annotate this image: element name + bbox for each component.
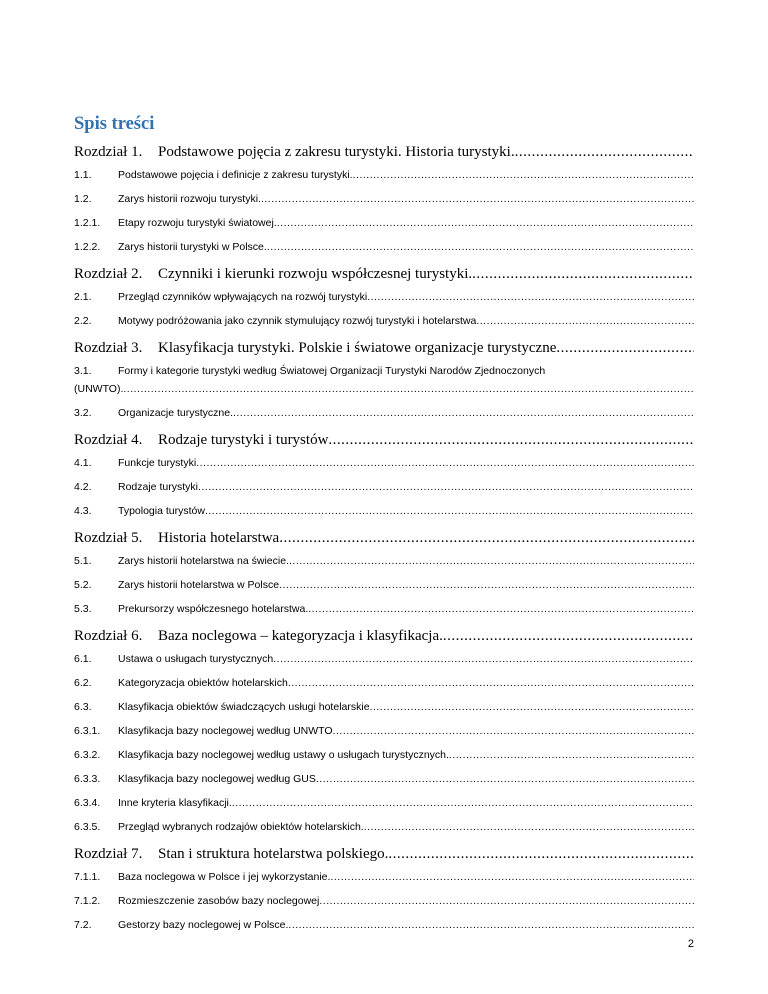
toc-section-entry[interactable] <box>74 820 694 834</box>
dot-leader <box>556 338 694 358</box>
dot-leader <box>472 264 694 284</box>
chapter-number: Rozdział 5. <box>74 530 143 546</box>
dot-leader <box>279 528 694 548</box>
section-title: Prekursorzy współczesnego hotelarstwa. <box>118 603 309 615</box>
section-title: Klasyfikacja obiektów świadczących usługi hotelarskie <box>118 701 370 713</box>
toc-section-entry[interactable] <box>74 772 694 786</box>
dot-leader <box>319 894 694 908</box>
section-number: 6.1. <box>74 653 92 665</box>
section-number: 6.2. <box>74 677 92 689</box>
section-title: Zarys historii rozwoju turystyki. <box>118 193 261 205</box>
section-title: Klasyfikacja bazy noclegowej według GUS <box>118 773 316 785</box>
dot-leader <box>449 748 694 762</box>
section-title: Klasyfikacja bazy noclegowej według ustawy o usługach turystycznych. <box>118 749 449 761</box>
section-title: Zarys historii turystyki w Polsce. <box>118 241 267 253</box>
dot-leader <box>308 602 694 616</box>
chapter-number: Rozdział 1. <box>74 144 143 160</box>
chapter-title: Rodzaje turystyki i turystów <box>158 432 329 448</box>
dot-leader <box>353 168 694 182</box>
chapter-title: Stan i struktura hotelarstwa polskiego. <box>158 846 389 862</box>
section-title: Kategoryzacja obiektów hotelarskich <box>118 677 288 689</box>
section-title: Podstawowe pojęcia i definicje z zakresu turystyki. <box>118 169 353 181</box>
dot-leader <box>288 676 694 690</box>
toc-section-entry[interactable] <box>74 480 694 494</box>
section-number: 1.1. <box>74 169 92 181</box>
dot-leader <box>279 578 694 592</box>
section-number: 2.1. <box>74 291 92 303</box>
toc-section-entry[interactable] <box>74 700 694 714</box>
toc-section-entry[interactable] <box>74 216 694 230</box>
chapter-title: Klasyfikacja turystyki. Polskie i światowe organizacje turystyczne <box>158 340 557 356</box>
section-title: Organizacje turystyczne. <box>118 407 233 419</box>
section-number: 5.3. <box>74 603 92 615</box>
section-title: Ustawa o usługach turystycznych <box>118 653 274 665</box>
section-title: Zarys historii hotelarstwa na świecie. <box>118 555 289 567</box>
toc-section-entry[interactable] <box>74 918 694 932</box>
section-title: Etapy rozwoju turystyki światowej. <box>118 217 277 229</box>
dot-leader <box>330 870 694 884</box>
section-number: 7.1.2. <box>74 895 101 907</box>
section-title: Rozmieszczenie zasobów bazy noclegowej <box>118 895 320 907</box>
toc-section-entry[interactable] <box>74 602 694 616</box>
section-title: Motywy podróżowania jako czynnik stymulujący rozwój turystyki i hotelarstwa <box>118 315 477 327</box>
dot-leader <box>443 626 694 646</box>
section-number: 5.2. <box>74 579 92 591</box>
chapter-number: Rozdział 6. <box>74 628 143 644</box>
section-number: 4.1. <box>74 457 92 469</box>
section-title: Zarys historii hotelarstwa w Polsce <box>118 579 280 591</box>
toc-chapter-entry[interactable] <box>74 844 694 864</box>
section-number: 1.2.2. <box>74 241 101 253</box>
section-title: Rodzaje turystyki <box>118 481 198 493</box>
table-of-contents <box>74 112 694 942</box>
section-title: Inne kryteria klasyfikacji. <box>118 797 232 809</box>
toc-section-entry[interactable] <box>74 456 694 470</box>
toc-section-entry[interactable] <box>74 796 694 810</box>
section-number: 6.3.5. <box>74 821 101 833</box>
toc-chapter-entry[interactable] <box>74 626 694 646</box>
dot-leader <box>267 240 694 254</box>
dot-leader <box>196 456 694 470</box>
toc-title: Spis treści <box>74 114 155 134</box>
dot-leader <box>233 406 694 420</box>
toc-section-entry[interactable] <box>74 406 694 420</box>
section-number: 6.3.3. <box>74 773 101 785</box>
chapter-number: Rozdział 7. <box>74 846 143 862</box>
section-title: Formy i kategorie turystyki według Światowej Organizacji Turystyki Narodów Zjednoczonych <box>118 365 546 377</box>
toc-section-entry[interactable] <box>74 554 694 568</box>
toc-section-entry[interactable] <box>74 894 694 908</box>
toc-section-entry[interactable] <box>74 652 694 666</box>
dot-leader <box>273 652 694 666</box>
section-number: 2.2. <box>74 315 92 327</box>
toc-chapter-entry[interactable] <box>74 264 694 284</box>
chapter-number: Rozdział 2. <box>74 266 143 282</box>
section-number: 3.1. <box>74 365 92 377</box>
dot-leader <box>364 820 694 834</box>
dot-leader <box>232 796 694 810</box>
section-number: 7.1.1. <box>74 871 101 883</box>
section-title: Przegląd wybranych rodzajów obiektów hotelarskich. <box>118 821 364 833</box>
section-number: 4.3. <box>74 505 92 517</box>
dot-leader <box>367 290 694 304</box>
chapter-number: Rozdział 3. <box>74 340 143 356</box>
section-number: 1.2.1. <box>74 217 101 229</box>
toc-section-entry[interactable] <box>74 578 694 592</box>
toc-chapter-entry[interactable] <box>74 338 694 358</box>
dot-leader <box>205 504 694 518</box>
toc-section-entry[interactable] <box>74 314 694 328</box>
section-number: 7.2. <box>74 919 92 931</box>
section-number: 6.3.1. <box>74 725 101 737</box>
chapter-number: Rozdział 4. <box>74 432 143 448</box>
chapter-title: Podstawowe pojęcia z zakresu turystyki. Historia turystyki. <box>158 144 515 160</box>
dot-leader <box>316 772 694 786</box>
section-line <box>74 364 694 378</box>
chapter-title: Czynniki i kierunki rozwoju współczesnej turystyki. <box>158 266 473 282</box>
section-number: 5.1. <box>74 555 92 567</box>
dot-leader <box>328 430 694 450</box>
section-number: 6.3. <box>74 701 92 713</box>
toc-section-entry[interactable] <box>74 364 694 396</box>
section-number: 4.2. <box>74 481 92 493</box>
dot-leader <box>123 382 694 396</box>
dot-leader <box>370 700 694 714</box>
section-title: Klasyfikacja bazy noclegowej według UNWTO <box>118 725 333 737</box>
dot-leader <box>388 844 694 864</box>
chapter-title: Historia hotelarstwa <box>158 530 280 546</box>
dot-leader <box>261 192 694 206</box>
page-number: 2 <box>687 938 694 950</box>
dot-leader <box>277 216 694 230</box>
section-line-continued <box>74 382 694 396</box>
toc-section-entry[interactable] <box>74 240 694 254</box>
toc-chapter-entry[interactable] <box>74 430 694 450</box>
dot-leader <box>289 554 694 568</box>
section-title: Gestorzy bazy noclegowej w Polsce. <box>118 919 289 931</box>
toc-section-entry[interactable] <box>74 676 694 690</box>
toc-section-entry[interactable] <box>74 504 694 518</box>
toc-section-entry[interactable] <box>74 290 694 304</box>
dot-leader <box>333 724 694 738</box>
section-number: 1.2. <box>74 193 92 205</box>
section-title: Przegląd czynników wpływających na rozwój turystyki <box>118 291 368 303</box>
toc-body <box>74 142 694 932</box>
section-number: 6.3.2. <box>74 749 101 761</box>
dot-leader <box>515 142 694 162</box>
section-title-continued: (UNWTO). <box>74 383 124 395</box>
section-title: Baza noclegowa w Polsce i jej wykorzystanie. <box>118 871 331 883</box>
dot-leader <box>476 314 694 328</box>
chapter-title: Baza noclegowa – kategoryzacja i klasyfikacja. <box>158 628 443 644</box>
toc-section-entry[interactable] <box>74 870 694 884</box>
section-title: Typologia turystów <box>118 505 205 517</box>
toc-chapter-entry[interactable] <box>74 142 694 162</box>
section-number: 3.2. <box>74 407 92 419</box>
toc-section-entry[interactable] <box>74 748 694 762</box>
toc-chapter-entry[interactable] <box>74 528 694 548</box>
dot-leader <box>198 480 694 494</box>
toc-section-entry[interactable] <box>74 192 694 206</box>
section-number: 6.3.4. <box>74 797 101 809</box>
toc-section-entry[interactable] <box>74 168 694 182</box>
toc-section-entry[interactable] <box>74 724 694 738</box>
dot-leader <box>288 918 694 932</box>
section-title: Funkcje turystyki <box>118 457 197 469</box>
